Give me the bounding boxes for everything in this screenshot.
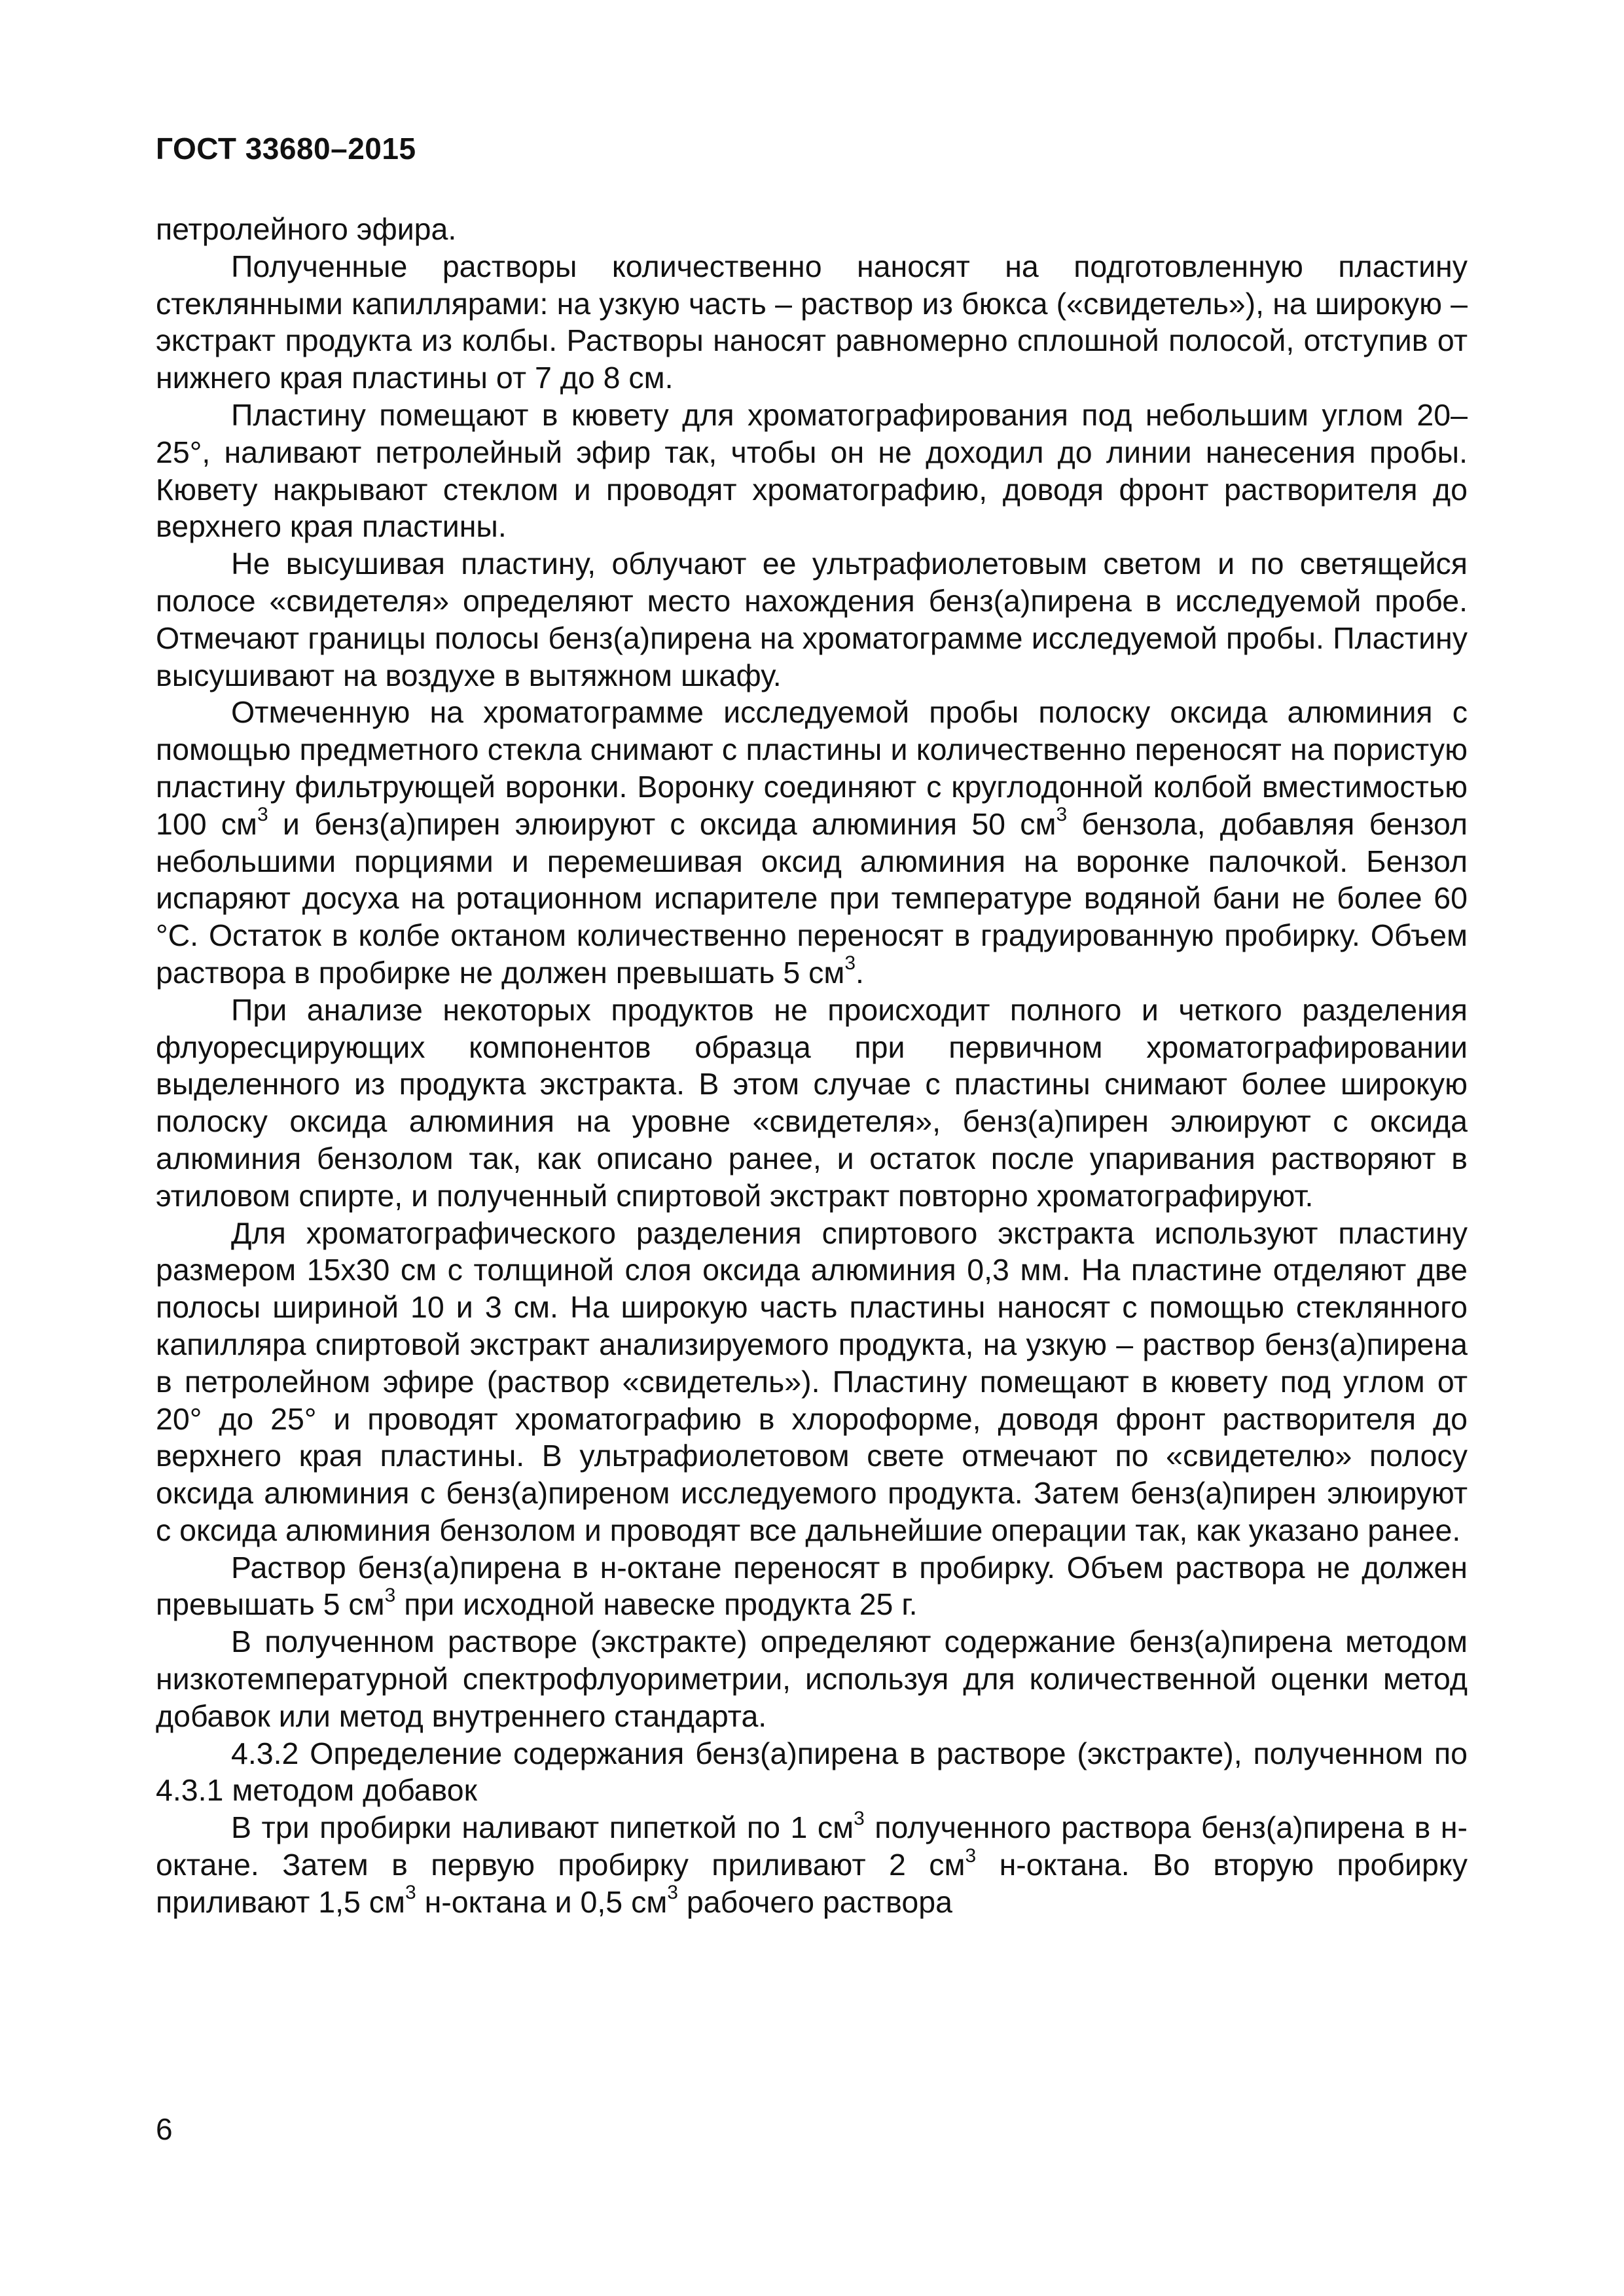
paragraph: Пластину помещают в кювету для хроматографирования под небольшим углом 20–25°, наливают петролейный эфир так, чтобы он не доходил до линии нанесения пробы. Кювету накрывают стеклом и проводят хроматографию, доводя фронт растворителя до верхнего края пластины. xyxy=(156,397,1468,544)
text-run: и бенз(а)пирен элюируют с оксида алюминия 50 см xyxy=(268,806,1056,841)
superscript: 3 xyxy=(1056,804,1068,826)
paragraph: 4.3.2 Определение содержания бенз(а)пирена в растворе (экстракте), полученном по 4.3.1 методом добавок xyxy=(156,1736,1468,1808)
text-run: В три пробирки наливают пипеткой по 1 см xyxy=(231,1810,854,1845)
paragraph: Для хроматографического разделения спиртового экстракта используют пластину размером 15х30 см с толщиной слоя оксида алюминия 0,3 мм. На пластине отделяют две полосы шириной 10 и 3 см. На широкую часть пластины наносят с помощью стеклянного капилляра спиртовой экстракт анализируемого продукта, на узкую – раствор бенз(а)пирена в петролейном эфире (раствор «свидетель»). Пластину помещают в кювету под углом от 20° до 25° и проводят хроматографию в хлороформе, доводя фронт растворителя до верхнего края пластины. В ультрафиолетовом свете отмечают по «свидетелю» полосу оксида алюминия с бенз(а)пиреном исследуемого продукта. Затем бенз(а)пирен элюируют с оксида алюминия бензолом и проводят все дальнейшие операции так, как указано ранее. xyxy=(156,1215,1468,1547)
text-run: рабочего раствора xyxy=(677,1884,952,1919)
superscript: 3 xyxy=(965,1844,977,1867)
superscript: 3 xyxy=(405,1882,416,1904)
paragraph xyxy=(156,1809,1468,1920)
paragraph: петролейного эфира. xyxy=(156,212,457,246)
superscript: 3 xyxy=(384,1584,396,1606)
text-run: Раствор бенз(а)пирена в н-октане переносят в пробирку. Объем раствора не должен превышать 5 см xyxy=(156,1550,1468,1622)
document-header: ГОСТ 33680–2015 xyxy=(156,132,416,166)
text-run: н-октана. Во вторую пробирку приливают 1,5 см xyxy=(156,1848,1468,1919)
text-run: при исходной навеске продукта 25 г. xyxy=(395,1587,918,1622)
paragraph: Не высушивая пластину, облучают ее ультрафиолетовым светом и по светящейся полосе «свидетеля» определяют место нахождения бенз(а)пирена в исследуемой пробе. Отмечают границы полосы бенз(а)пирена на хроматограмме исследуемой пробы. Пластину высушивают на воздухе в вытяжном шкафу. xyxy=(156,547,1468,692)
document-body xyxy=(156,211,1468,1921)
superscript: 3 xyxy=(844,952,856,975)
superscript: 3 xyxy=(854,1807,865,1829)
text-run: н-октана и 0,5 см xyxy=(416,1884,668,1919)
paragraph: Полученные растворы количественно наносят на подготовленную пластину стеклянными капиллярами: на узкую часть – раствор из бюкса («свидетель»), на широкую – экстракт продукта из колбы. Растворы наносят равномерно сплошной полосой, отступив от нижнего края пластины от 7 до 8 см. xyxy=(156,249,1468,395)
superscript: 3 xyxy=(257,804,268,826)
text-run: бензола, добавляя бензол небольшими порциями и перемешивая оксид алюминия на воронке палочкой. Бензол испаряют досуха на ротационном испарителе при температуре водяной бани не более 60 °С. Остаток в колбе октаном количественно переносят в градуированную пробирку. Объем раствора в пробирке не должен превышать 5 см xyxy=(156,806,1468,990)
text-run: полученного раствора бенз(а)пирена в н-октане. Затем в первую пробирку приливают 2 см xyxy=(156,1810,1468,1882)
paragraph: При анализе некоторых продуктов не происходит полного и четкого разделения флуоресцирующих компонентов образца при первичном хроматографировании выделенного из продукта экстракта. В этом случае с пластины снимают более широкую полоску оксида алюминия на уровне «свидетеля», бенз(а)пирен элюируют с оксида алюминия бензолом так, как описано ранее, и остаток после упаривания растворяют в этиловом спирте, и полученный спиртовой экстракт повторно хроматографируют. xyxy=(156,992,1468,1213)
text-run: Отмеченную на хроматограмме исследуемой пробы полоску оксида алюминия с помощью предметного стекла снимают с пластины и количественно переносят на пористую пластину фильтрующей воронки. Воронку соединяют с круглодонной колбой вместимостью 100 см xyxy=(156,695,1468,841)
page-number: 6 xyxy=(156,2112,173,2146)
text-run: . xyxy=(856,955,864,990)
superscript: 3 xyxy=(667,1882,678,1904)
paragraph: В полученном растворе (экстракте) определяют содержание бенз(а)пирена методом низкотемпературной спектрофлуориметрии, используя для количественной оценки метод добавок или метод внутреннего стандарта. xyxy=(156,1624,1468,1733)
paragraph xyxy=(156,694,1468,991)
paragraph xyxy=(156,1549,1468,1624)
